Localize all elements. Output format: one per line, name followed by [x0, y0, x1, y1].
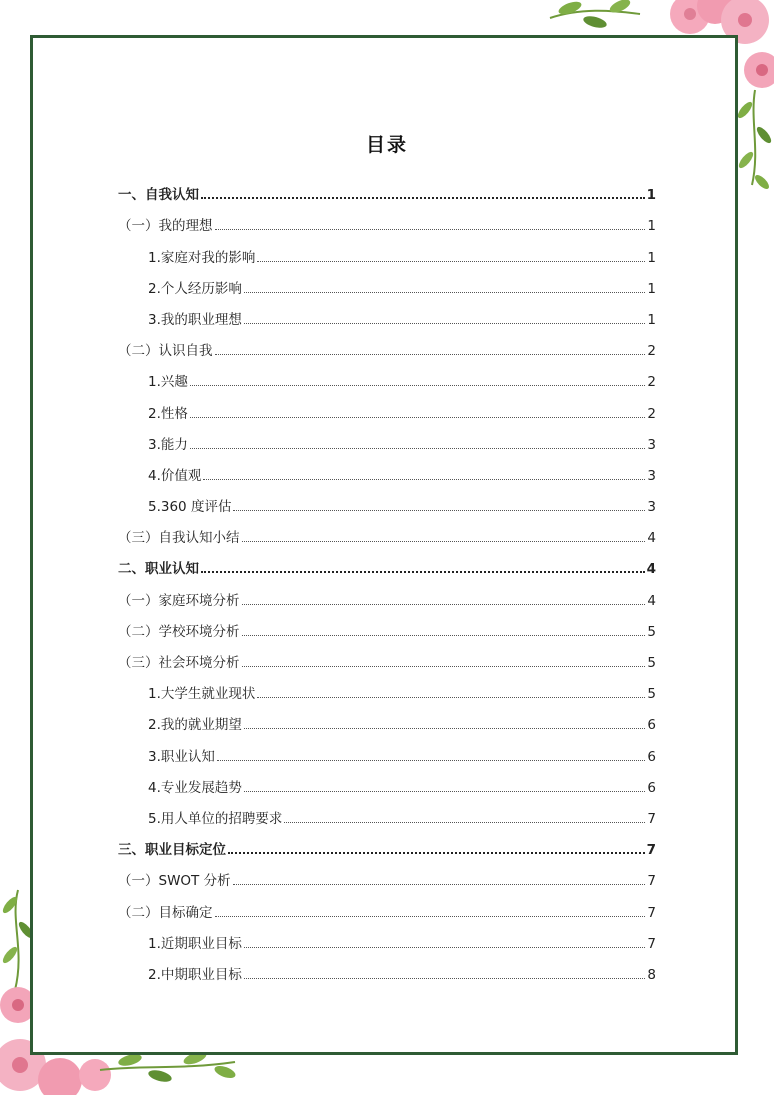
toc-entry[interactable] [118, 702, 656, 733]
dot-leader [190, 385, 646, 386]
toc-entry-page-number: 3 [647, 436, 656, 453]
toc-entry[interactable] [118, 422, 656, 453]
toc-entry-label: 三、职业目标定位 [118, 842, 226, 859]
toc-entry-page-number: 1 [647, 311, 656, 328]
toc-entry-page-number: 6 [647, 779, 656, 796]
toc-entry-label: 2.个人经历影响 [148, 280, 242, 297]
dot-leader [244, 978, 646, 979]
dot-leader [233, 884, 646, 885]
dot-leader [244, 292, 646, 293]
dot-leader [284, 822, 645, 823]
dot-leader [242, 541, 646, 542]
dot-leader [190, 417, 646, 418]
toc-entry-page-number: 8 [647, 966, 656, 983]
dot-leader [201, 197, 645, 199]
toc-entry-label: （三）自我认知小结 [118, 530, 240, 547]
table-of-contents [118, 172, 656, 983]
toc-entry-page-number: 7 [647, 935, 656, 952]
toc-entry[interactable] [118, 858, 656, 889]
toc-entry-page-number: 7 [646, 842, 656, 859]
toc-entry[interactable] [118, 640, 656, 671]
toc-entry-page-number: 1 [647, 280, 656, 297]
toc-entry-label: （三）社会环境分析 [118, 655, 240, 671]
toc-entry[interactable] [118, 577, 656, 608]
toc-entry[interactable] [118, 359, 656, 390]
dot-leader [203, 479, 645, 480]
toc-entry[interactable] [118, 733, 656, 764]
toc-entry-page-number: 5 [647, 623, 656, 640]
dot-leader [215, 229, 646, 230]
toc-entry-page-number: 1 [647, 218, 656, 235]
dot-leader [257, 697, 645, 698]
toc-entry[interactable] [118, 297, 656, 328]
toc-entry-label: 一、自我认知 [118, 187, 199, 204]
dot-leader [242, 604, 646, 605]
toc-entry-page-number: 4 [647, 530, 656, 547]
toc-entry-page-number: 5 [647, 655, 656, 671]
dot-leader [201, 571, 645, 573]
toc-entry[interactable] [118, 546, 656, 577]
toc-entry[interactable] [118, 328, 656, 359]
toc-entry[interactable] [118, 952, 656, 983]
toc-entry-label: 1.家庭对我的影响 [148, 249, 256, 266]
toc-entry-label: 5.用人单位的招聘要求 [148, 810, 283, 827]
dot-leader [244, 947, 646, 948]
toc-entry[interactable] [118, 609, 656, 640]
toc-entry-page-number: 4 [647, 592, 656, 609]
dot-leader [215, 916, 646, 917]
dot-leader [244, 791, 646, 792]
dot-leader [257, 261, 645, 262]
toc-entry-label: 2.我的就业期望 [148, 717, 242, 734]
toc-entry[interactable] [118, 234, 656, 265]
toc-entry[interactable] [118, 889, 656, 920]
toc-entry[interactable] [118, 796, 656, 827]
dot-leader [242, 635, 646, 636]
toc-entry-label: 1.大学生就业现状 [148, 686, 256, 703]
dot-leader [233, 510, 645, 511]
toc-entry-page-number: 6 [647, 717, 656, 734]
toc-entry[interactable] [118, 765, 656, 796]
toc-entry-page-number: 2 [647, 343, 656, 360]
toc-entry[interactable] [118, 172, 656, 203]
toc-entry-page-number: 7 [647, 873, 656, 890]
toc-entry-label: （一）家庭环境分析 [118, 592, 240, 609]
dot-leader [190, 448, 646, 449]
toc-entry[interactable] [118, 453, 656, 484]
toc-entry-page-number: 1 [646, 187, 656, 204]
toc-entry-label: 3.我的职业理想 [148, 311, 242, 328]
toc-entry-label: 4.专业发展趋势 [148, 779, 242, 796]
dot-leader [244, 323, 646, 324]
toc-entry[interactable] [118, 515, 656, 546]
toc-entry-label: 1.近期职业目标 [148, 935, 242, 952]
toc-entry[interactable] [118, 390, 656, 421]
toc-entry-page-number: 3 [647, 499, 656, 516]
dot-leader [244, 728, 646, 729]
dot-leader [217, 760, 646, 761]
toc-entry-label: （二）学校环境分析 [118, 623, 240, 640]
toc-entry-page-number: 7 [647, 904, 656, 921]
toc-entry-page-number: 5 [647, 686, 656, 703]
toc-entry-page-number: 7 [647, 810, 656, 827]
dot-leader [228, 852, 645, 854]
toc-entry-label: 3.能力 [148, 436, 188, 453]
toc-entry-page-number: 6 [647, 748, 656, 765]
toc-entry-label: 1.兴趣 [148, 374, 188, 391]
toc-entry-page-number: 3 [647, 467, 656, 484]
toc-entry[interactable] [118, 921, 656, 952]
toc-entry[interactable] [118, 671, 656, 702]
toc-entry-label: （二）认识自我 [118, 343, 213, 360]
toc-entry[interactable] [118, 203, 656, 234]
toc-entry-page-number: 1 [647, 249, 656, 266]
toc-entry[interactable] [118, 827, 656, 858]
dot-leader [242, 666, 646, 667]
toc-title: 目录 [365, 134, 408, 156]
toc-entry-label: 2.中期职业目标 [148, 966, 242, 983]
toc-entry-label: （一）我的理想 [118, 218, 213, 235]
toc-entry-label: 3.职业认知 [148, 748, 215, 765]
toc-entry-label: 2.性格 [148, 405, 188, 422]
toc-entry-label: （二）目标确定 [118, 904, 213, 921]
toc-entry-label: 5.360 度评估 [148, 499, 232, 516]
toc-entry-label: （一）SWOT 分析 [118, 873, 231, 890]
toc-entry-page-number: 4 [646, 561, 656, 578]
toc-entry-label: 4.价值观 [148, 467, 202, 484]
leaf-sprig-icon [550, 0, 640, 30]
toc-entry-page-number: 2 [647, 374, 656, 391]
toc-entry-label: 二、职业认知 [118, 561, 199, 578]
dot-leader [215, 354, 646, 355]
toc-entry[interactable] [118, 266, 656, 297]
toc-entry-page-number: 2 [647, 405, 656, 422]
toc-entry[interactable] [118, 484, 656, 515]
